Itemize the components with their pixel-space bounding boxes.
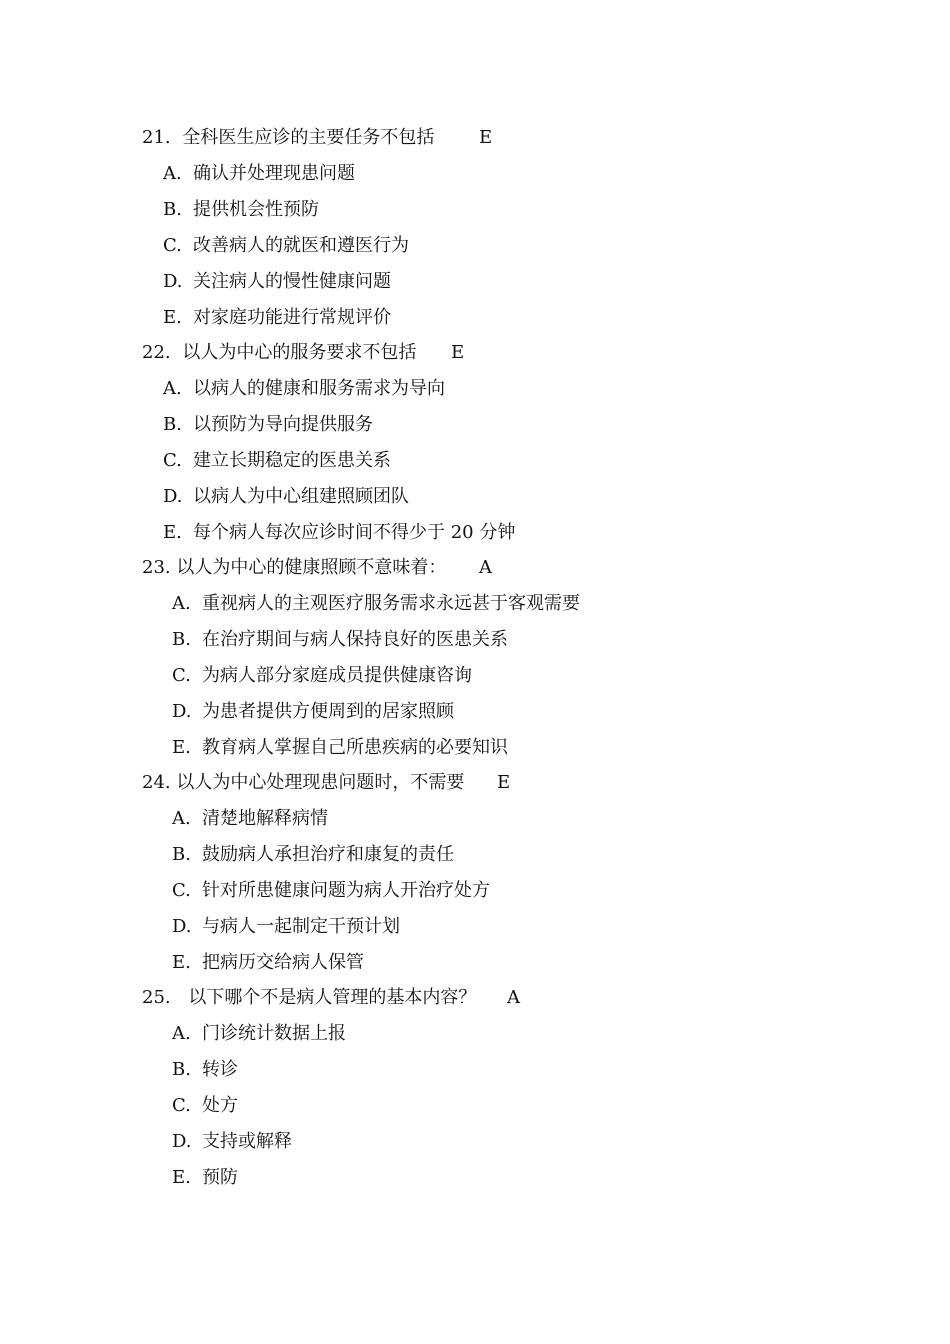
option-item: [0, 1088, 950, 1124]
option-text: 每个病人每次应诊时间不得少于 20 分钟: [193, 522, 516, 543]
option-letter: B.: [172, 629, 191, 650]
option-text: 建立长期稳定的医患关系: [193, 450, 391, 471]
question-number: 22.: [142, 342, 171, 363]
question-stem: [142, 980, 476, 1016]
question-text: 以人为中心的服务要求不包括: [182, 342, 417, 363]
option-item: [0, 1016, 950, 1052]
option-letter: A.: [172, 1023, 191, 1044]
option-item: [0, 1052, 950, 1088]
question-text: 以下哪个不是病人管理的基本内容？: [188, 987, 477, 1008]
option-text: 转诊: [202, 1059, 238, 1080]
option-text: 重视病人的主观医疗服务需求永远甚于客观需要: [202, 593, 580, 614]
question-text: 全科医生应诊的主要任务不包括: [182, 127, 435, 148]
option-item: [0, 1160, 950, 1196]
option-item: [0, 694, 950, 730]
question-stem: [142, 120, 434, 156]
option-letter: E.: [172, 952, 191, 973]
option-text: 教育病人掌握自己所患疾病的必要知识: [202, 737, 508, 758]
question-stem: [142, 335, 416, 371]
option-item: [0, 479, 950, 515]
question-25: [0, 980, 950, 1196]
option-text: 支持或解释: [202, 1131, 292, 1152]
option-text: 关注病人的慢性健康问题: [193, 271, 391, 292]
question-header: [0, 765, 950, 801]
option-letter: A.: [163, 378, 182, 399]
question-answer: E: [451, 342, 465, 363]
option-item: [0, 622, 950, 658]
option-text: 改善病人的就医和遵医行为: [193, 235, 409, 256]
option-letter: E.: [172, 1167, 191, 1188]
option-text: 清楚地解释病情: [202, 808, 328, 829]
option-letter: E.: [172, 737, 191, 758]
question-stem: [142, 550, 446, 586]
question-text: 以人为中心的健康照顾不意味着：: [176, 557, 447, 578]
option-text: 针对所患健康问题为病人开治疗处方: [202, 880, 490, 901]
option-letter: D.: [172, 1131, 192, 1152]
option-text: 处方: [202, 1095, 238, 1116]
option-letter: A.: [172, 808, 191, 829]
question-header: [0, 550, 950, 586]
option-text: 把病历交给病人保管: [202, 952, 364, 973]
option-letter: D.: [163, 271, 183, 292]
option-letter: C.: [163, 450, 182, 471]
question-number: 24.: [142, 772, 171, 793]
option-item: [0, 945, 950, 981]
option-letter: D.: [172, 916, 192, 937]
option-letter: E.: [163, 522, 182, 543]
option-letter: A.: [163, 163, 182, 184]
option-text: 以预防为导向提供服务: [193, 414, 373, 435]
option-item: [0, 515, 950, 551]
question-number: 23.: [142, 557, 171, 578]
option-item: [0, 443, 950, 479]
question-24: [0, 765, 950, 981]
option-letter: D.: [172, 701, 192, 722]
question-answer: E: [497, 772, 511, 793]
option-letter: C.: [172, 880, 191, 901]
question-number: 21.: [142, 127, 171, 148]
option-text: 以病人为中心组建照顾团队: [193, 486, 409, 507]
question-21: [0, 120, 950, 336]
option-item: [0, 192, 950, 228]
option-item: [0, 586, 950, 622]
option-letter: E.: [163, 307, 182, 328]
option-text: 与病人一起制定干预计划: [202, 916, 400, 937]
question-header: [0, 335, 950, 371]
option-text: 为病人部分家庭成员提供健康咨询: [202, 665, 472, 686]
option-text: 提供机会性预防: [193, 199, 319, 220]
option-item: [0, 730, 950, 766]
option-text: 对家庭功能进行常规评价: [193, 307, 391, 328]
question-number: 25.: [142, 987, 171, 1008]
option-item: [0, 156, 950, 192]
option-text: 门诊统计数据上报: [202, 1023, 346, 1044]
option-item: [0, 909, 950, 945]
option-item: [0, 407, 950, 443]
option-item: [0, 837, 950, 873]
option-letter: B.: [163, 414, 182, 435]
question-text: 以人为中心处理现患问题时，不需要: [176, 772, 465, 793]
option-item: [0, 801, 950, 837]
question-header: [0, 980, 950, 1016]
option-text: 为患者提供方便周到的居家照顾: [202, 701, 454, 722]
option-text: 以病人的健康和服务需求为导向: [193, 378, 445, 399]
option-text: 确认并处理现患问题: [193, 163, 355, 184]
question-stem: [142, 765, 464, 801]
option-letter: C.: [172, 1095, 191, 1116]
question-header: [0, 120, 950, 156]
question-answer: E: [479, 127, 493, 148]
question-23: [0, 550, 950, 766]
option-item: [0, 658, 950, 694]
option-text: 在治疗期间与病人保持良好的医患关系: [202, 629, 508, 650]
option-item: [0, 228, 950, 264]
question-answer: A: [507, 987, 520, 1008]
option-letter: B.: [172, 1059, 191, 1080]
option-item: [0, 264, 950, 300]
option-letter: D.: [163, 486, 183, 507]
question-22: [0, 335, 950, 551]
option-item: [0, 300, 950, 336]
option-letter: A.: [172, 593, 191, 614]
option-text: 预防: [202, 1167, 238, 1188]
question-answer: A: [479, 557, 492, 578]
option-item: [0, 873, 950, 909]
option-item: [0, 371, 950, 407]
option-item: [0, 1124, 950, 1160]
option-letter: B.: [163, 199, 182, 220]
option-letter: C.: [172, 665, 191, 686]
option-letter: B.: [172, 844, 191, 865]
option-text: 鼓励病人承担治疗和康复的责任: [202, 844, 454, 865]
option-letter: C.: [163, 235, 182, 256]
